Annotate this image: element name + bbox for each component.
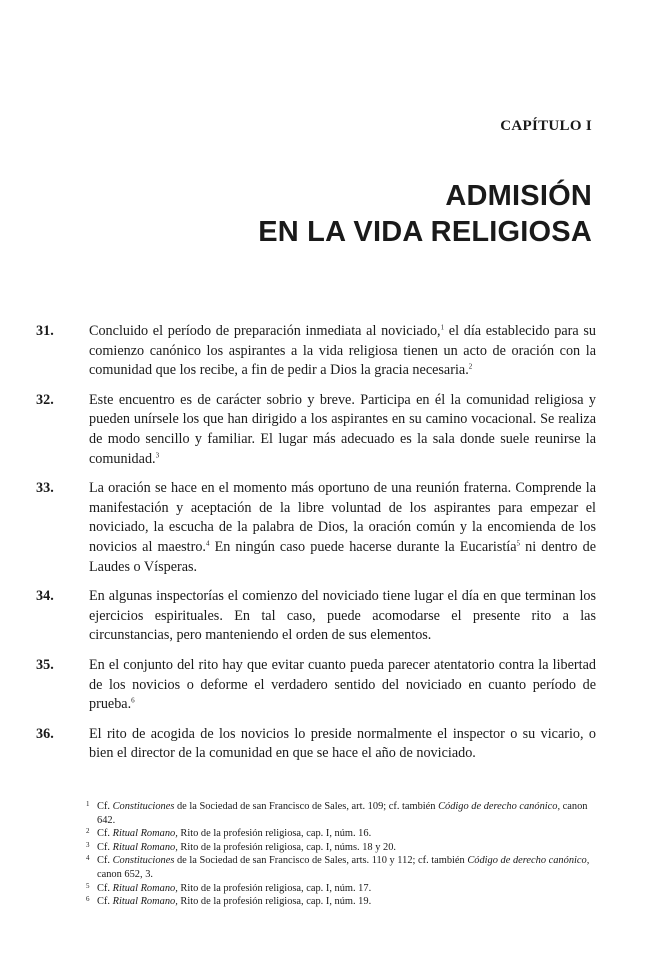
paragraph-text bbox=[89, 726, 596, 762]
footnote-ref[interactable]: 6 bbox=[131, 696, 135, 705]
title-line-2: EN LA VIDA RELIGIOSA bbox=[258, 216, 592, 248]
footnote-text: canon 642. bbox=[97, 801, 588, 826]
footnote-mark: 5 bbox=[86, 881, 90, 890]
footnote-work-title: Ritual Romano, bbox=[112, 896, 178, 908]
page-title bbox=[258, 178, 592, 250]
footnote-ref[interactable]: 3 bbox=[155, 450, 160, 459]
footnote-ref[interactable]: 2 bbox=[468, 362, 473, 371]
paragraph-text-part: En ningún caso puede hacerse durante la Eucaristía bbox=[209, 538, 517, 555]
footnote-work-title: Constituciones bbox=[112, 855, 175, 867]
footnote-text: Cf. bbox=[97, 896, 113, 908]
footnote-work-title: Ritual Romano, bbox=[112, 828, 178, 840]
footnotes bbox=[86, 800, 596, 909]
footnote-4 bbox=[86, 854, 596, 881]
footnote-work-title: Código de derecho canónico, bbox=[438, 801, 561, 812]
paragraph-32 bbox=[36, 391, 596, 469]
paragraph-text-part: Este encuentro es de carácter sobrio y breve. Participa en él la comunidad religiosa y pueden unírsele los que han dirigido a los aspirantes en su camino vocacional. Se realiza de modo sencillo y familiar. El lugar más adecuado es la sala donde suele reunirse la comunidad. bbox=[89, 391, 596, 467]
footnote-mark: 3 bbox=[86, 840, 90, 849]
footnote-mark: 2 bbox=[86, 827, 90, 836]
footnote-mark: 1 bbox=[86, 800, 90, 808]
footnote-text: de la Sociedad de san Francisco de Sales, arts. 110 y 112; cf. también bbox=[174, 855, 468, 867]
paragraph-number: 35. bbox=[36, 656, 54, 673]
paragraph-text bbox=[89, 323, 596, 378]
footnote-work-title: Constituciones bbox=[112, 801, 175, 812]
footnote-2 bbox=[86, 827, 596, 841]
paragraph-31 bbox=[36, 322, 596, 381]
footnote-ref[interactable]: 5 bbox=[516, 539, 521, 548]
paragraph-text-part: El rito de acogida de los novicios lo preside normalmente el inspector o su vicario, o bien el director de la comunidad en que se hace el año de noviciado. bbox=[89, 725, 596, 762]
footnote-text: Rito de la profesión religiosa, cap. I, núm. 19. bbox=[177, 896, 372, 908]
paragraph-number: 36. bbox=[36, 725, 54, 742]
paragraph-text bbox=[89, 657, 596, 712]
footnote-text: Cf. bbox=[97, 855, 113, 867]
paragraph-text bbox=[89, 392, 596, 467]
paragraph-36 bbox=[36, 725, 596, 764]
footnote-mark: 6 bbox=[86, 895, 90, 904]
footnote-text: Rito de la profesión religiosa, cap. I, núm. 17. bbox=[177, 882, 372, 894]
paragraph-34 bbox=[36, 587, 596, 646]
footnote-work-title: Código de derecho canónico, bbox=[467, 855, 590, 867]
paragraph-number: 34. bbox=[36, 588, 54, 605]
footnote-ref[interactable]: 1 bbox=[440, 323, 445, 332]
paragraph-number: 33. bbox=[36, 480, 54, 497]
footnote-6 bbox=[86, 895, 596, 909]
body-text bbox=[36, 322, 596, 774]
footnote-ref[interactable]: 4 bbox=[205, 539, 210, 548]
footnote-3 bbox=[86, 841, 596, 855]
footnote-work-title: Ritual Romano, bbox=[112, 882, 178, 894]
paragraph-text-part: En algunas inspectorías el comienzo del noviciado tiene lugar el día en que terminan los ejercicios espirituales. En tal caso, puede acomodarse el presente rito a las circunstancias, pero manteniendo el orden de sus elementos. bbox=[89, 588, 596, 644]
paragraph-text bbox=[89, 588, 596, 643]
footnote-text: canon 652, 3. bbox=[97, 868, 153, 880]
footnote-5 bbox=[86, 882, 596, 896]
footnote-text: Cf. bbox=[97, 882, 113, 894]
paragraph-text bbox=[89, 480, 596, 574]
footnote-text: Rito de la profesión religiosa, cap. I, núms. 18 y 20. bbox=[177, 841, 396, 853]
title-line-1: ADMISIÓN bbox=[445, 180, 592, 212]
paragraph-text-part: En el conjunto del rito hay que evitar cuanto pueda parecer atentatorio contra la libertad de los novicios o deforme el verdadero sentido del noviciado en cuanto período de prueba. bbox=[89, 656, 596, 713]
footnote-1 bbox=[86, 800, 596, 827]
paragraph-text-part: el día establecido para su comienzo canónico los aspirantes a la vida religiosa tienen un acto de oración con la comunidad que los recibe, a fin de pedir a Dios la gracia necesaria. bbox=[89, 323, 596, 379]
footnote-text: Cf. bbox=[97, 841, 113, 853]
paragraph-text-part: Concluido el período de preparación inmediata al noviciado, bbox=[89, 323, 441, 339]
footnote-text: Cf. bbox=[97, 828, 113, 840]
footnote-work-title: Ritual Romano, bbox=[112, 841, 178, 853]
chapter-label: CAPÍTULO I bbox=[500, 118, 592, 134]
footnote-mark: 4 bbox=[86, 854, 90, 863]
footnote-text: Rito de la profesión religiosa, cap. I, núm. 16. bbox=[177, 828, 372, 840]
paragraph-number: 31. bbox=[36, 323, 54, 339]
paragraph-33 bbox=[36, 479, 596, 577]
paragraph-number: 32. bbox=[36, 391, 54, 408]
paragraph-35 bbox=[36, 656, 596, 715]
footnote-text: de la Sociedad de san Francisco de Sales, art. 109; cf. también bbox=[174, 801, 439, 812]
footnote-text: Cf. bbox=[97, 801, 113, 812]
paragraph-text-part: La oración se hace en el momento más oportuno de una reunión fraterna. Comprende la manifestación y aceptación de la libre voluntad de los aspirantes para empezar el noviciado, la escucha de la palabra de Dios, la oración común y la encomienda de los novicios al maestro. bbox=[89, 480, 596, 555]
paragraph-text-part: ni dentro de Laudes o Vísperas. bbox=[89, 538, 596, 575]
